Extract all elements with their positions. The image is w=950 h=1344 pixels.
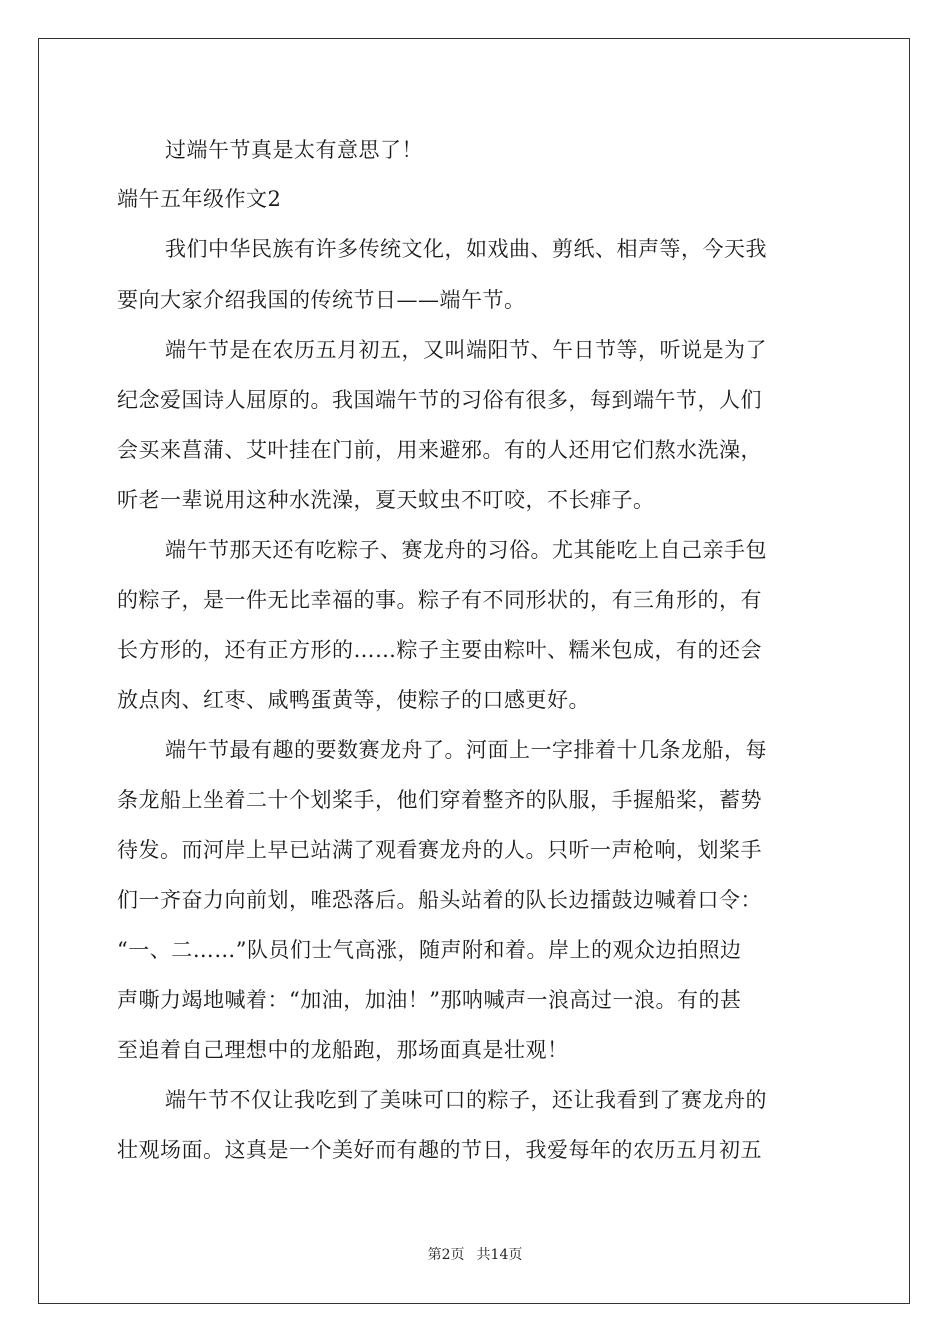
text-line: 声嘶力竭地喊着：“加油，加油！”那呐喊声一浪高过一浪。有的甚 — [117, 988, 742, 1012]
essay-title: 端午五年级作文2 — [117, 187, 282, 211]
text-line: 要向大家介绍我国的传统节日——端午节。 — [117, 288, 526, 312]
page-footer — [0, 1245, 950, 1265]
page-number: 第2页 — [427, 1247, 465, 1263]
text-line: 端午节是在农历五月初五，又叫端阳节、午日节等，听说是为了 — [165, 338, 767, 362]
text-line: 我们中华民族有许多传统文化，如戏曲、剪纸、相声等，今天我 — [165, 237, 767, 261]
text-line: 条龙船上坐着二十个划桨手，他们穿着整齐的队服，手握船桨，蓄势 — [117, 788, 762, 812]
text-line: 长方形的，还有正方形的……粽子主要由粽叶、糯米包成，有的还会 — [117, 638, 762, 662]
page-total: 共14页 — [476, 1247, 523, 1263]
text-line: 端午节不仅让我吃到了美味可口的粽子，还让我看到了赛龙舟的 — [165, 1088, 767, 1112]
text-line: “一、二……”队员们士气高涨，随声附和着。岸上的观众边拍照边 — [117, 938, 742, 962]
text-line: 端午节那天还有吃粽子、赛龙舟的习俗。尤其能吃上自己亲手包 — [165, 538, 767, 562]
text-line: 待发。而河岸上早已站满了观看赛龙舟的人。只听一声枪响，划桨手 — [117, 838, 762, 862]
text-line: 纪念爱国诗人屈原的。我国端午节的习俗有很多，每到端午节，人们 — [117, 388, 762, 412]
text-line: 至追着自己理想中的龙船跑，那场面真是壮观！ — [117, 1038, 569, 1062]
text-line: 的粽子，是一件无比幸福的事。粽子有不同形状的，有三角形的，有 — [117, 588, 762, 612]
text-line: 们一齐奋力向前划，唯恐落后。船头站着的队长边擂鼓边喊着口令： — [117, 888, 762, 912]
text-line: 壮观场面。这真是一个美好而有趣的节日，我爱每年的农历五月初五 — [117, 1138, 762, 1162]
text-line: 会买来菖蒲、艾叶挂在门前，用来避邪。有的人还用它们熬水洗澡， — [117, 438, 762, 462]
text-line: 过端午节真是太有意思了！ — [165, 138, 423, 162]
text-line: 端午节最有趣的要数赛龙舟了。河面上一字排着十几条龙船，每 — [165, 738, 767, 762]
text-line: 放点肉、红枣、咸鸭蛋黄等，使粽子的口感更好。 — [117, 688, 590, 712]
text-line: 听老一辈说用这种水洗澡，夏天蚊虫不叮咬，不长痱子。 — [117, 488, 655, 512]
